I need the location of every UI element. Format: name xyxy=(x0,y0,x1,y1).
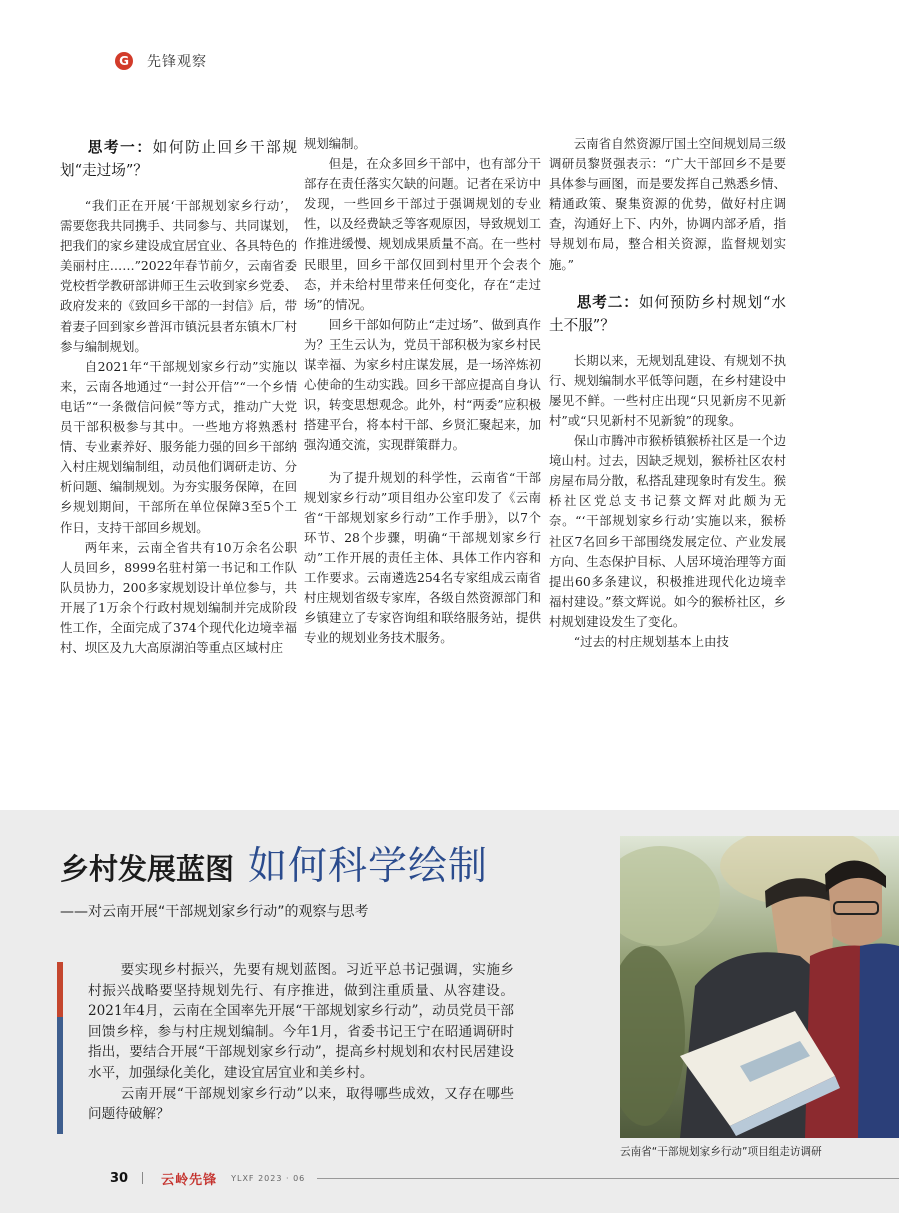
feature-subtitle: ——对云南开展“干部规划家乡行动”的观察与思考 xyxy=(60,904,369,920)
feature-photo xyxy=(620,836,899,1138)
intro-paragraph: 云南开展“干部规划家乡行动”以来，取得哪些成效，又存在哪些问题待破解？ xyxy=(88,1085,514,1123)
feature-title-bold: 乡村发展蓝图 xyxy=(60,852,235,886)
intro-paragraph: 要实现乡村振兴，先要有规划蓝图。习近平总书记强调，实施乡村振兴战略要坚持规划先行、有序推进，做到注重质量、从容建设。2021年4月，云南在全国率先开展“干部规划家乡行动”，动员党员干部回馈乡梓，参与村庄规划编制。今年1月，省委书记王宁在昭通调研时指出，要结合开展“干部规划家乡行动”，提高乡村规划和农村民居建设水平，加强绿化美化，建设宜居宜业和美乡村。 xyxy=(88,962,514,1081)
paragraph: 保山市腾冲市猴桥镇猴桥社区是一个边境山村。过去，因缺乏规划，猴桥社区农村房屋布局分散，私搭乱建现象时有发生。猴桥社区党总支书记蔡文辉对此颇为无奈。“‘干部规划家乡行动’实施以来，猴桥社区7名回乡干部围绕发展定位、产业发展方向、生态保护目标、人居环境治理等方面提出60多条建议，积极推进现代化边境幸福村建设。”蔡文辉说。如今的猴桥社区，乡村规划建设发生了变化。 xyxy=(549,433,786,629)
paragraph: “过去的村庄规划基本上由技 xyxy=(573,633,729,649)
page-footer xyxy=(110,1167,899,1189)
paragraph: 两年来，云南全省共有10万余名公职人员回乡，8999名驻村第一书记和工作队队员协力，200多家规划设计单位参与，共开展了1万余个行政村规划编制并完成阶段性工作，全面完成了374个现代化边境幸福村、坝区及九大高原湖泊等重点区域村庄 xyxy=(60,539,297,656)
paragraph: 为了提升规划的科学性，云南省“干部规划家乡行动”项目组办公室印发了《云南省“干部规划家乡行动”工作手册》，以7个环节、28个步骤，明确“干部规划家乡行动”工作开展的责任主体、具体工作内容和工作要求。云南遴选254名专家组成云南省村庄规划省级专家库，各级自然资源部门和乡镇建立了专家咨询组和联络服务站，提供专业的规划业务技术服务。 xyxy=(304,469,541,646)
photo-caption: 云南省“干部规划家乡行动”项目组走访调研 xyxy=(620,1146,822,1158)
paragraph: 自2021年“干部规划家乡行动”实施以来，云南各地通过“一封公开信”“一个乡情电话”“一条微信问候”等方式，推动广大党员干部积极参与其中。一些地方将熟悉村情、专业素养好、服务能力强的回乡干部纳入村庄规划编制组，动员他们调研走访、分析问题、编制规划。为夯实服务保障，在回乡规划期间，干部所在单位保障3至5个工作日，支持干部回乡规划。 xyxy=(60,358,297,535)
heading-label: 思考二： xyxy=(576,293,639,311)
article-column-1 xyxy=(60,134,297,658)
heading-text: 如何防止回乡干部规划“走过场”？ xyxy=(60,139,297,179)
paragraph: 长期以来，无规划乱建设、有规划不执行、规划编制水平低等问题，在乡村建设中屡见不鲜。一些村庄出现“只见新房不见新村”或“只见新村不见新貌”的现象。 xyxy=(549,352,786,428)
page-header xyxy=(115,50,207,72)
question-heading-1 xyxy=(60,136,297,182)
paragraph: 回乡干部如何防止“走过场”、做到真作为？王生云认为，党员干部积极为家乡村民谋幸福、为家乡村庄谋发展，是一场淬炼初心使命的生动实践。回乡干部应提高自身认识，转变思想观念。此外，村“两委”应积极搭建平台，将本村干部、乡贤汇聚起来，加强沟通交流，实现群策群力。 xyxy=(304,316,541,453)
magazine-brand: 云岭先锋 xyxy=(161,1172,218,1188)
question-heading-2 xyxy=(549,291,786,337)
photo-illustration xyxy=(620,836,899,1138)
footer-separator xyxy=(142,1172,143,1184)
article-column-2 xyxy=(304,134,541,648)
page-number: 30 xyxy=(110,1170,129,1186)
footer-rule xyxy=(317,1178,899,1179)
intro-accent-bar xyxy=(57,962,63,1134)
article-column-3 xyxy=(549,134,786,652)
section-logo-icon: G xyxy=(115,52,133,70)
feature-title xyxy=(60,835,488,891)
paragraph: “我们正在开展‘干部规划家乡行动’，需要您我共同携手、共同参与、共同谋划，把我们的家乡建设成宜居宜业、各具特色的美丽村庄……”2022年春节前夕，云南省委党校哲学教研部讲师王生云收到家乡党委、政府发来的《致回乡干部的一封信》后，带着妻子回到家乡普洱市镇沅县者东镇木厂村参与编制规划。 xyxy=(60,198,297,354)
paragraph: 规划编制。 xyxy=(304,136,366,151)
issue-label: YLXF 2023 · 06 xyxy=(231,1173,306,1183)
section-title: 先锋观察 xyxy=(147,54,207,70)
paragraph: 云南省自然资源厅国土空间规划局三级调研员黎贤强表示：“广大干部回乡不是要具体参与画图，而是要发挥自己熟悉乡情、精通政策、聚集资源的优势，做好村庄调查，沟通好上下、内外，协调内部矛盾，指导规划布局，整合相关资源，监督规划实施。” xyxy=(549,136,786,272)
feature-title-light: 如何科学绘制 xyxy=(248,844,489,889)
paragraph: 但是，在众多回乡干部中，也有部分干部存在责任落实欠缺的问题。记者在采访中发现，一些回乡干部过于强调规划的专业性，以及经费缺乏等客观原因，导致规划工作推进缓慢、规划成果质量不高。在一些村民眼里，回乡干部仅回到村里开个会表个态，并未给村里带来任何变化，存在“走过场”的情况。 xyxy=(304,156,541,312)
heading-label: 思考一： xyxy=(87,139,153,156)
heading-text: 如何预防乡村规划“水土不服”？ xyxy=(549,293,786,334)
feature-intro xyxy=(88,960,514,1125)
